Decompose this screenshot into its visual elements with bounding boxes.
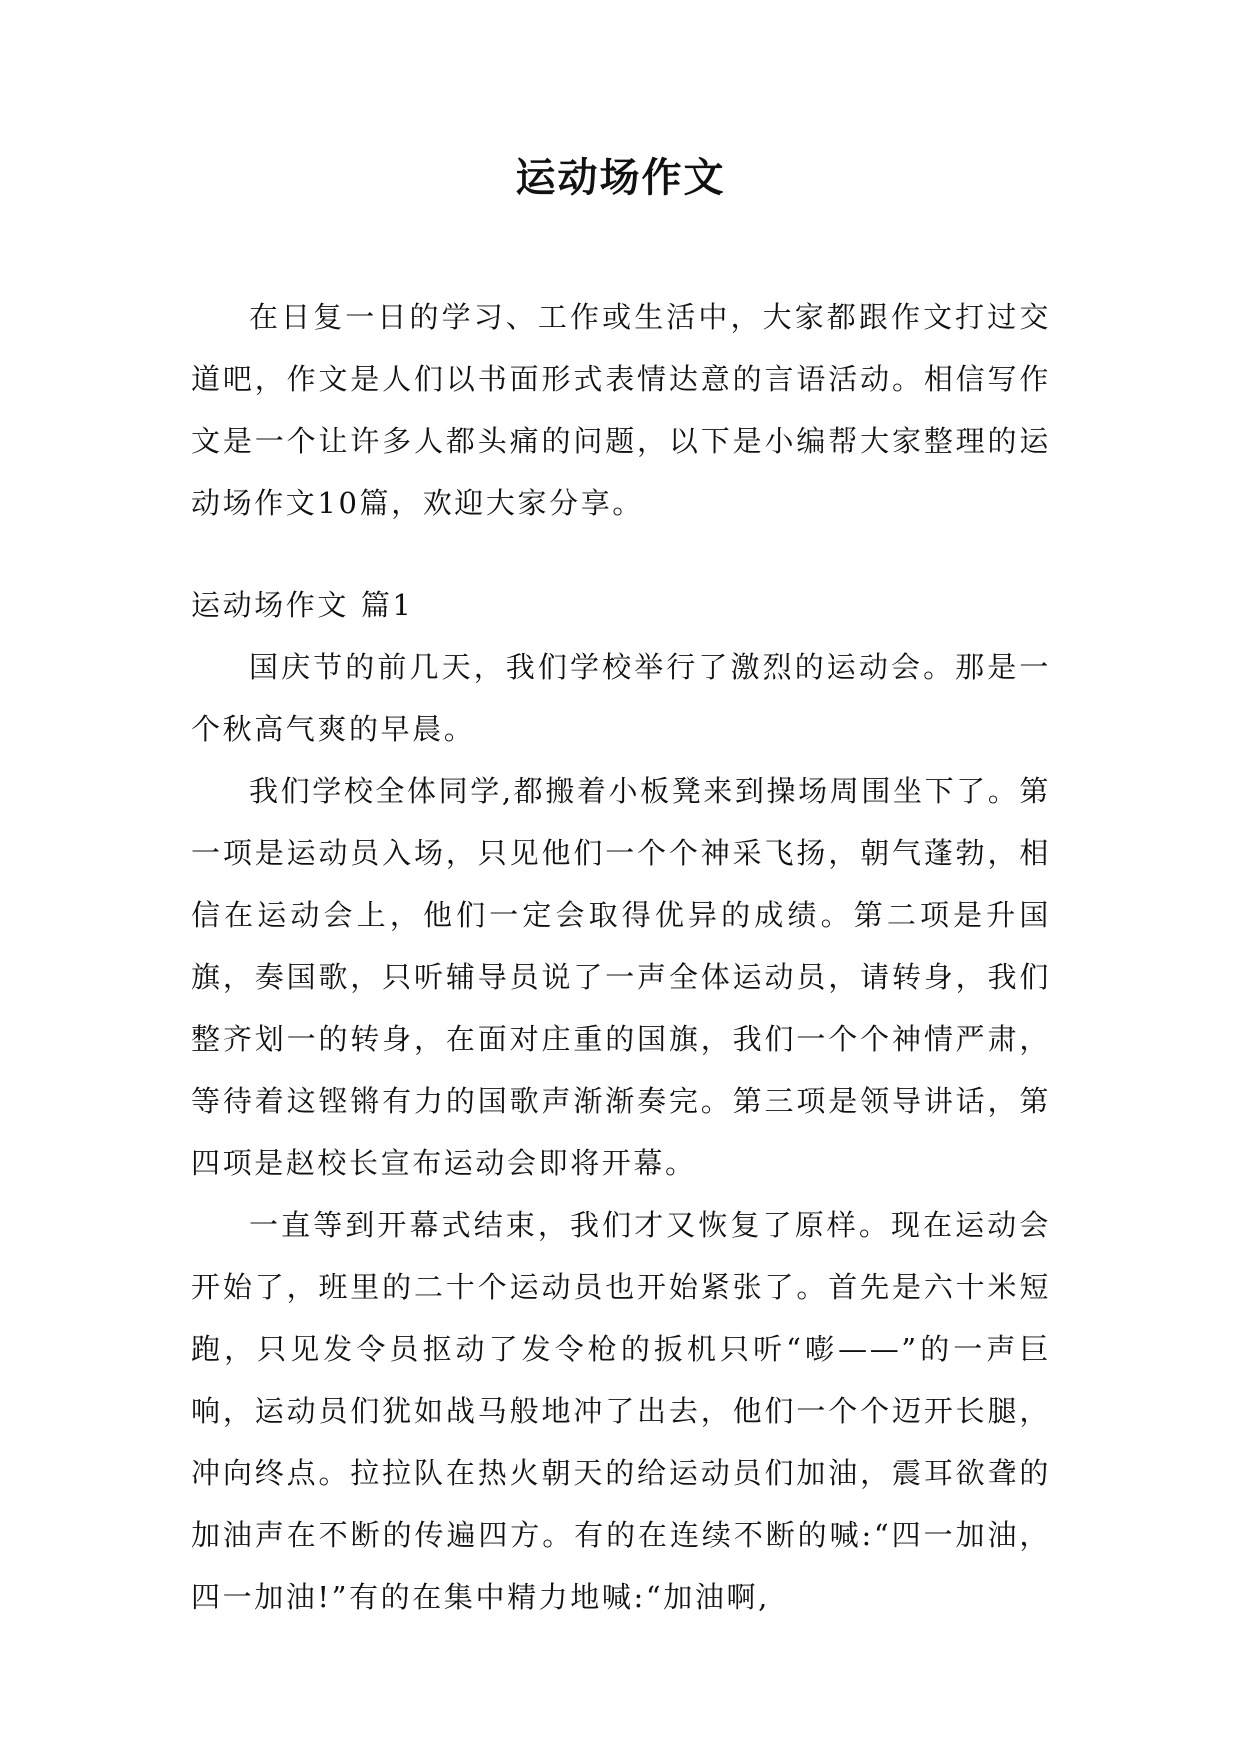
section-1 — [191, 574, 1051, 1628]
document-title: 运动场作文 — [515, 155, 726, 201]
body-paragraph-3: 一直等到开幕式结束，我们才又恢复了原样。现在运动会开始了，班里的二十个运动员也开始紧张了。首先是六十米短跑，只见发令员抠动了发令枪的扳机只听“嘭——”的一声巨响，运动员们犹如战马般地冲了出去，他们一个个迈开长腿，冲向终点。拉拉队在热火朝天的给运动员们加油，震耳欲聋的加油声在不断的传遍四方。有的在连续不断的喊:“四一加油，四一加油!”有的在集中精力地喊:“加油啊, — [191, 1208, 1051, 1614]
section-heading: 运动场作文 篇1 — [191, 588, 414, 622]
body-paragraph-2: 我们学校全体同学,都搬着小板凳来到操场周围坐下了。第一项是运动员入场，只见他们一个个神采飞扬，朝气蓬勃，相信在运动会上，他们一定会取得优异的成绩。第二项是升国旗，奏国歌，只听辅导员说了一声全体运动员，请转身，我们整齐划一的转身，在面对庄重的国旗，我们一个个神情严肃，等待着这铿锵有力的国歌声渐渐奏完。第三项是领导讲话，第四项是赵校长宣布运动会即将开幕。 — [191, 774, 1051, 1180]
body-paragraph-1: 国庆节的前几天，我们学校举行了激烈的运动会。那是一个秋高气爽的早晨。 — [191, 650, 1051, 746]
intro-block — [191, 286, 1051, 534]
intro-paragraph: 在日复一日的学习、工作或生活中，大家都跟作文打过交道吧，作文是人们以书面形式表情达意的言语活动。相信写作文是一个让许多人都头痛的问题，以下是小编帮大家整理的运动场作文10篇，欢迎大家分享。 — [191, 300, 1051, 520]
